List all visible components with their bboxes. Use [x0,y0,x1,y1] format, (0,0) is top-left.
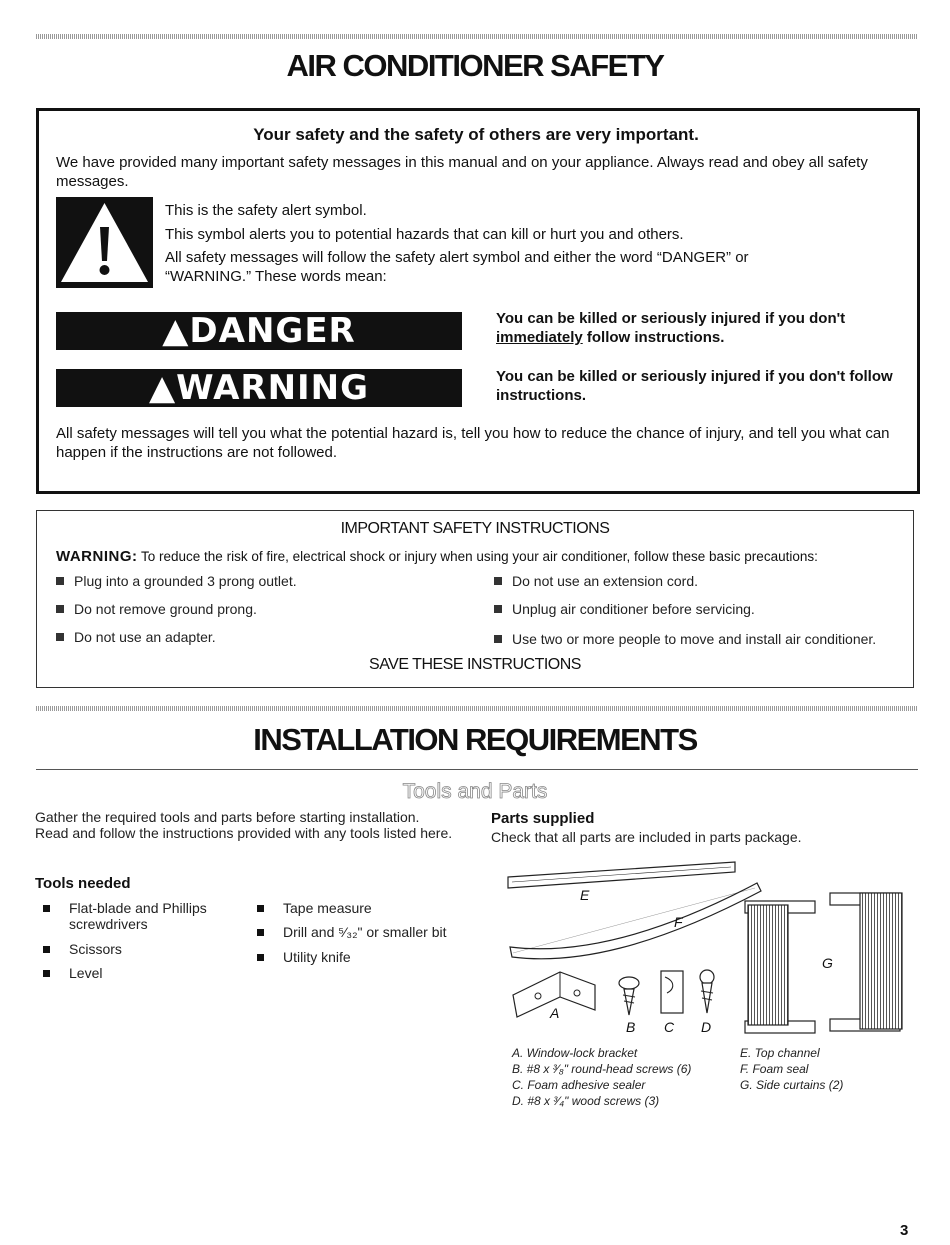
gather-text: Gather the required tools and parts before starting installation. Read and follow the instructions provided with any tools listed here. [35,809,453,841]
danger-text-after: follow instructions. [582,329,725,346]
danger-text-before: You can be killed or seriously injured if you don't [496,310,846,327]
bullet-icon [43,946,50,953]
danger-text [496,309,896,347]
bullet-icon [494,605,502,613]
safety-heading: Your safety and the safety of others are very important. [253,125,699,144]
legend-item: E. Top channel [740,1046,820,1060]
legend-item: C. Foam adhesive sealer [512,1078,646,1092]
danger-text-underlined: immediately [496,329,583,346]
bullet-icon [494,577,502,585]
diagram-label: F [674,914,683,930]
bullet-icon [56,633,64,641]
page-number: 3 [900,1222,909,1239]
section-rule [36,706,918,711]
safety-intro: We have provided many important safety messages in this manual and on your appliance. Always read and obey all safety messages. [56,154,868,190]
bullet-icon [257,905,264,912]
warning-label: WARNING [176,368,370,408]
list-item: Level [69,965,249,981]
legend-item: D. #8 x ³⁄₄" wood screws (3) [512,1094,660,1108]
bullet-icon [257,929,264,936]
instructions-warning [56,548,906,565]
list-item: Do not remove ground prong. [56,600,257,618]
instructions-title: IMPORTANT SAFETY INSTRUCTIONS [340,520,610,537]
section-title-installation: INSTALLATION REQUIREMENTS [253,722,697,757]
safety-alert-icon [56,197,153,288]
instructions-warning-text: To reduce the risk of fire, electrical shock or injury when using your air conditioner, follow these basic precautions: [141,549,818,564]
diagram-label: B [626,1019,636,1035]
tools-heading: Tools needed [35,875,131,892]
diagram-label: D [701,1019,712,1035]
diagram-label: C [664,1019,675,1035]
side-curtain-left [745,901,815,1033]
list-item: Tape measure [283,900,483,916]
top-channel-part [508,862,735,888]
symbol-line-2: This symbol alerts you to potential hazards that can kill or hurt you and others. [165,226,684,243]
bullet-icon [494,635,502,643]
list-item: Plug into a grounded 3 prong outlet. [56,572,297,590]
legend-item: G. Side curtains (2) [740,1078,844,1092]
list-item: Do not use an extension cord. [494,572,698,590]
top-rule [36,34,918,39]
alert-triangle-icon: ▲ [162,311,190,351]
danger-signal [56,312,462,350]
alert-triangle-icon: ▲ [148,368,177,408]
list-item: Utility knife [283,949,483,965]
instructions-footer: SAVE THESE INSTRUCTIONS [369,656,581,673]
safety-closing: All safety messages will tell you what the potential hazard is, tell you how to reduce the chance of injury, and tell you what can happen if the instructions are not followed. [56,425,890,461]
bullet-icon [43,970,50,977]
symbol-line-3: All safety messages will follow the safety alert symbol and either the word “DANGER” or “WARNING.” These words mean: [165,249,749,285]
diagram-label: E [580,887,590,903]
round-head-screw-part [619,977,639,1015]
bullet-icon [257,954,264,961]
foam-sealer-part [661,971,683,1013]
list-item: Scissors [69,941,249,957]
danger-label: DANGER [189,311,356,351]
legend-item: A. Window-lock bracket [512,1046,638,1060]
divider [36,769,918,770]
legend-item: B. #8 x ³⁄₈" round-head screws (6) [512,1062,692,1076]
list-item: Unplug air conditioner before servicing. [494,600,755,618]
symbol-line-1: This is the safety alert symbol. [165,202,367,219]
bullet-icon [56,605,64,613]
instructions-warning-label: WARNING: [56,548,138,565]
parts-intro: Check that all parts are included in parts package. [491,829,802,845]
wood-screw-part [700,970,714,1013]
legend-item: F. Foam seal [740,1062,809,1076]
subtitle-tools-parts: Tools and Parts [402,780,548,803]
list-item: Drill and ⁵⁄₃₂" or smaller bit [283,924,483,940]
list-item: Use two or more people to move and install air conditioner. [494,630,876,648]
section-title-safety: AIR CONDITIONER SAFETY [286,48,664,83]
list-item: Do not use an adapter. [56,628,216,646]
warning-text: You can be killed or seriously injured if you don't follow instructions. [496,368,893,404]
bullet-icon [56,577,64,585]
diagram-label: A [550,1005,560,1021]
bullet-icon [43,905,50,912]
foam-seal-part [510,883,761,959]
side-curtain-right [830,893,902,1031]
warning-signal [56,369,462,407]
diagram-label: G [822,955,833,971]
list-item: Flat-blade and Phillips screwdrivers [69,900,249,932]
parts-heading: Parts supplied [491,810,595,827]
parts-diagram [505,855,915,1040]
